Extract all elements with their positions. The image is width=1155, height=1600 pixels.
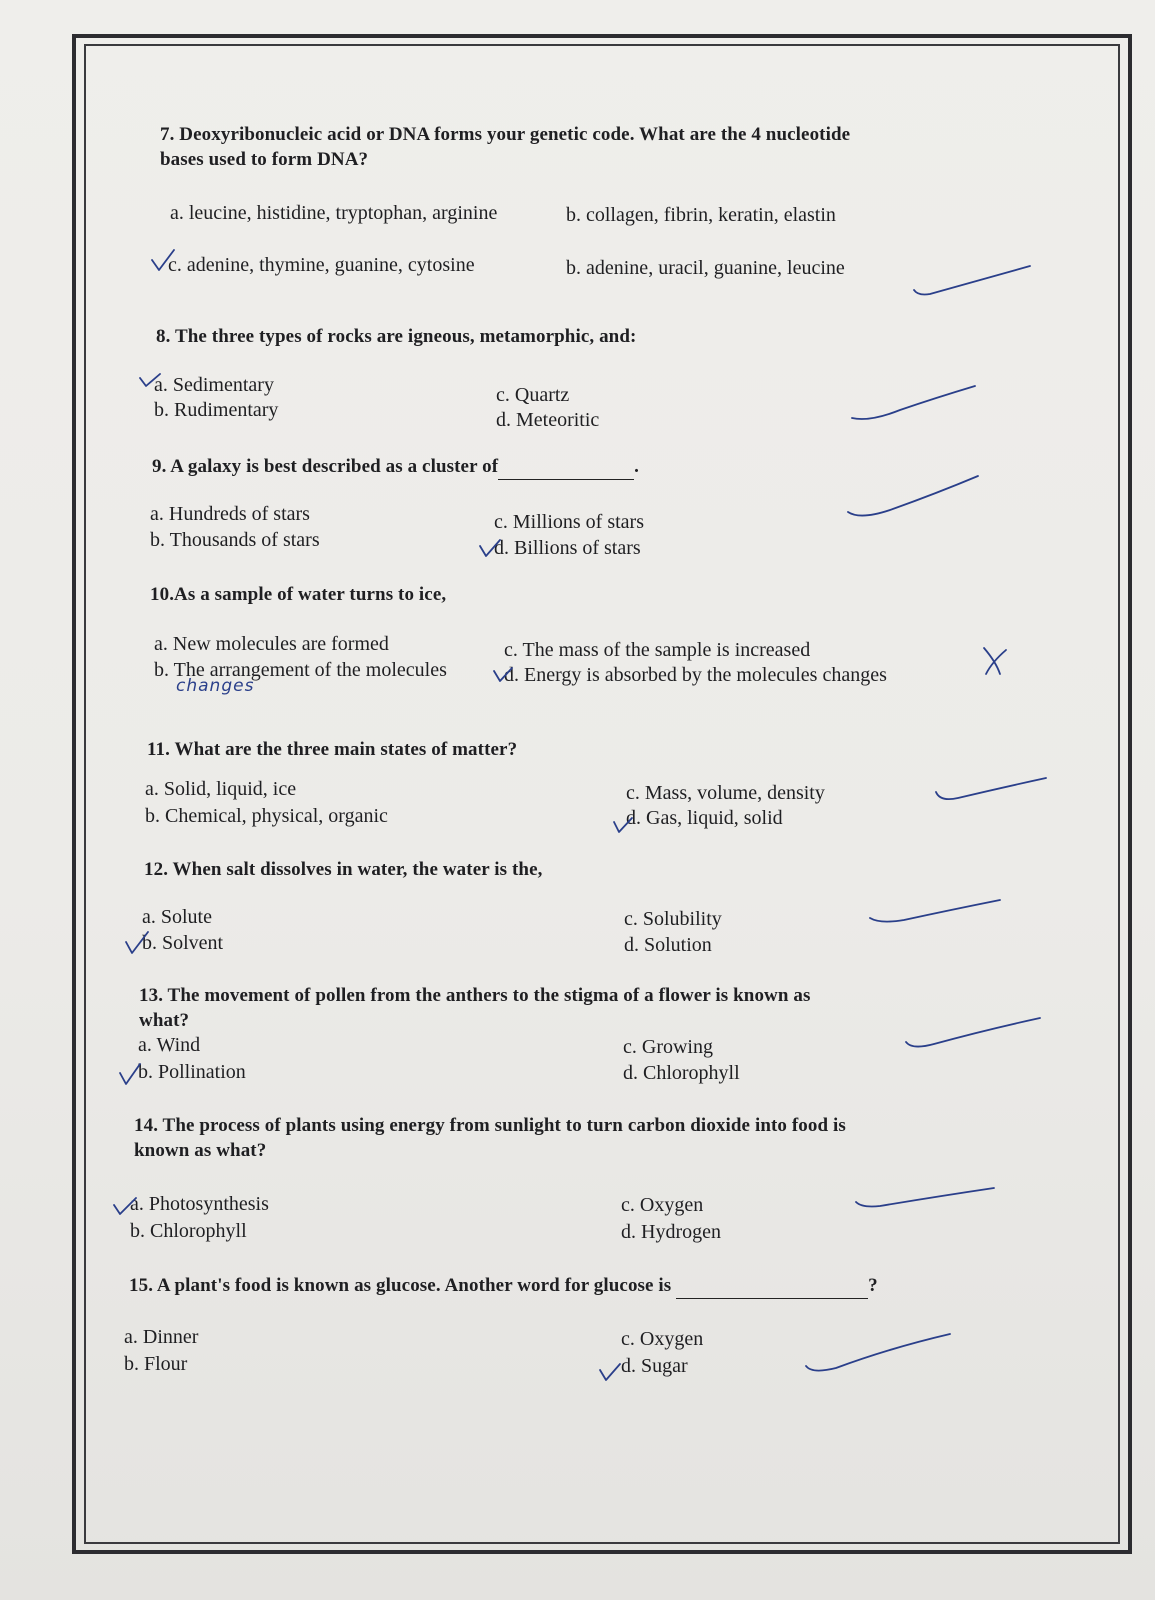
q12-option-d[interactable]: d. Solution bbox=[624, 934, 712, 956]
question-10-prompt: 10.As a sample of water turns to ice, bbox=[150, 584, 447, 605]
question-14-prompt: 14. The process of plants using energy from sunlight to turn carbon dioxide into food is known as what? bbox=[134, 1115, 846, 1161]
question-15-prompt: 15. A plant's food is known as glucose. Another word for glucose is ? bbox=[129, 1273, 878, 1299]
q15-option-b[interactable]: b. Flour bbox=[124, 1353, 188, 1375]
check-mark-icon bbox=[140, 374, 160, 386]
q11-option-b[interactable]: b. Chemical, physical, organic bbox=[145, 805, 388, 827]
q10-option-b[interactable]: b. The arrangement of the molecules bbox=[154, 659, 447, 681]
q14-option-a[interactable]: a. Photosynthesis bbox=[130, 1193, 269, 1215]
q15-option-d[interactable]: d. Sugar bbox=[621, 1355, 688, 1377]
q14-option-d[interactable]: d. Hydrogen bbox=[621, 1221, 721, 1243]
q7-option-b2[interactable]: b. adenine, uracil, guanine, leucine bbox=[566, 257, 845, 279]
q13-option-d[interactable]: d. Chlorophyll bbox=[623, 1062, 740, 1084]
answer-scribble-12 bbox=[870, 900, 1000, 922]
q9-option-b[interactable]: b. Thousands of stars bbox=[150, 529, 320, 551]
q11-option-d[interactable]: d. Gas, liquid, solid bbox=[626, 807, 783, 829]
check-mark-icon bbox=[120, 1064, 140, 1084]
q14-option-c[interactable]: c. Oxygen bbox=[621, 1194, 704, 1216]
q10-option-a[interactable]: a. New molecules are formed bbox=[154, 633, 389, 655]
question-8-prompt: 8. The three types of rocks are igneous, metamorphic, and: bbox=[156, 326, 637, 347]
q15-option-c[interactable]: c. Oxygen bbox=[621, 1328, 704, 1350]
q8-option-d[interactable]: d. Meteoritic bbox=[496, 409, 600, 431]
question-13-prompt: 13. The movement of pollen from the anthers to the stigma of a flower is known as what? bbox=[139, 985, 811, 1031]
q8-option-b[interactable]: b. Rudimentary bbox=[154, 399, 279, 421]
x-mark-icon bbox=[984, 648, 1006, 674]
answer-scribble-11 bbox=[936, 778, 1046, 799]
check-mark-icon bbox=[614, 818, 632, 832]
answer-scribble-15 bbox=[806, 1334, 950, 1371]
q7-option-b1[interactable]: b. collagen, fibrin, keratin, elastin bbox=[566, 204, 836, 226]
q15-option-a[interactable]: a. Dinner bbox=[124, 1326, 199, 1348]
q10-option-d[interactable]: d. Energy is absorbed by the molecules changes bbox=[504, 664, 887, 686]
q9-option-d[interactable]: d. Billions of stars bbox=[494, 537, 641, 559]
answer-scribble-14 bbox=[856, 1188, 994, 1207]
q13-option-c[interactable]: c. Growing bbox=[623, 1036, 713, 1058]
answer-scribble-9 bbox=[848, 476, 978, 516]
answer-scribble-13 bbox=[906, 1018, 1040, 1047]
q7-option-a[interactable]: a. leucine, histidine, tryptophan, arginine bbox=[170, 202, 498, 224]
check-mark-icon bbox=[126, 932, 148, 953]
q9-option-c[interactable]: c. Millions of stars bbox=[494, 511, 644, 533]
question-12-prompt: 12. When salt dissolves in water, the water is the, bbox=[144, 859, 543, 880]
question-9-prompt: 9. A galaxy is best described as a cluster of . bbox=[152, 454, 639, 480]
handwritten-changes: changes bbox=[176, 676, 255, 696]
q8-option-c[interactable]: c. Quartz bbox=[496, 384, 570, 406]
q12-option-c[interactable]: c. Solubility bbox=[624, 908, 722, 930]
answer-scribble-8 bbox=[852, 386, 975, 419]
q11-option-a[interactable]: a. Solid, liquid, ice bbox=[145, 778, 297, 800]
q13-option-a[interactable]: a. Wind bbox=[138, 1034, 201, 1056]
q10-option-c[interactable]: c. The mass of the sample is increased bbox=[504, 639, 811, 661]
q12-option-b[interactable]: b. Solvent bbox=[142, 932, 224, 954]
check-mark-icon bbox=[600, 1364, 620, 1380]
check-mark-icon bbox=[494, 668, 512, 681]
q14-option-b[interactable]: b. Chlorophyll bbox=[130, 1220, 247, 1242]
q13-option-b[interactable]: b. Pollination bbox=[138, 1061, 246, 1083]
check-mark-icon bbox=[152, 250, 174, 270]
q8-option-a[interactable]: a. Sedimentary bbox=[154, 374, 274, 396]
answer-scribble-7 bbox=[914, 266, 1030, 295]
q11-option-c[interactable]: c. Mass, volume, density bbox=[626, 782, 825, 804]
q7-option-c[interactable]: c. adenine, thymine, guanine, cytosine bbox=[168, 254, 475, 276]
question-11-prompt: 11. What are the three main states of matter? bbox=[147, 739, 518, 760]
question-7-prompt: 7. Deoxyribonucleic acid or DNA forms your genetic code. What are the 4 nucleotide bases used to form DNA? bbox=[160, 124, 851, 170]
check-mark-icon bbox=[480, 540, 500, 556]
q9-option-a[interactable]: a. Hundreds of stars bbox=[150, 503, 310, 525]
q12-option-a[interactable]: a. Solute bbox=[142, 906, 212, 928]
check-mark-icon bbox=[114, 1198, 136, 1214]
